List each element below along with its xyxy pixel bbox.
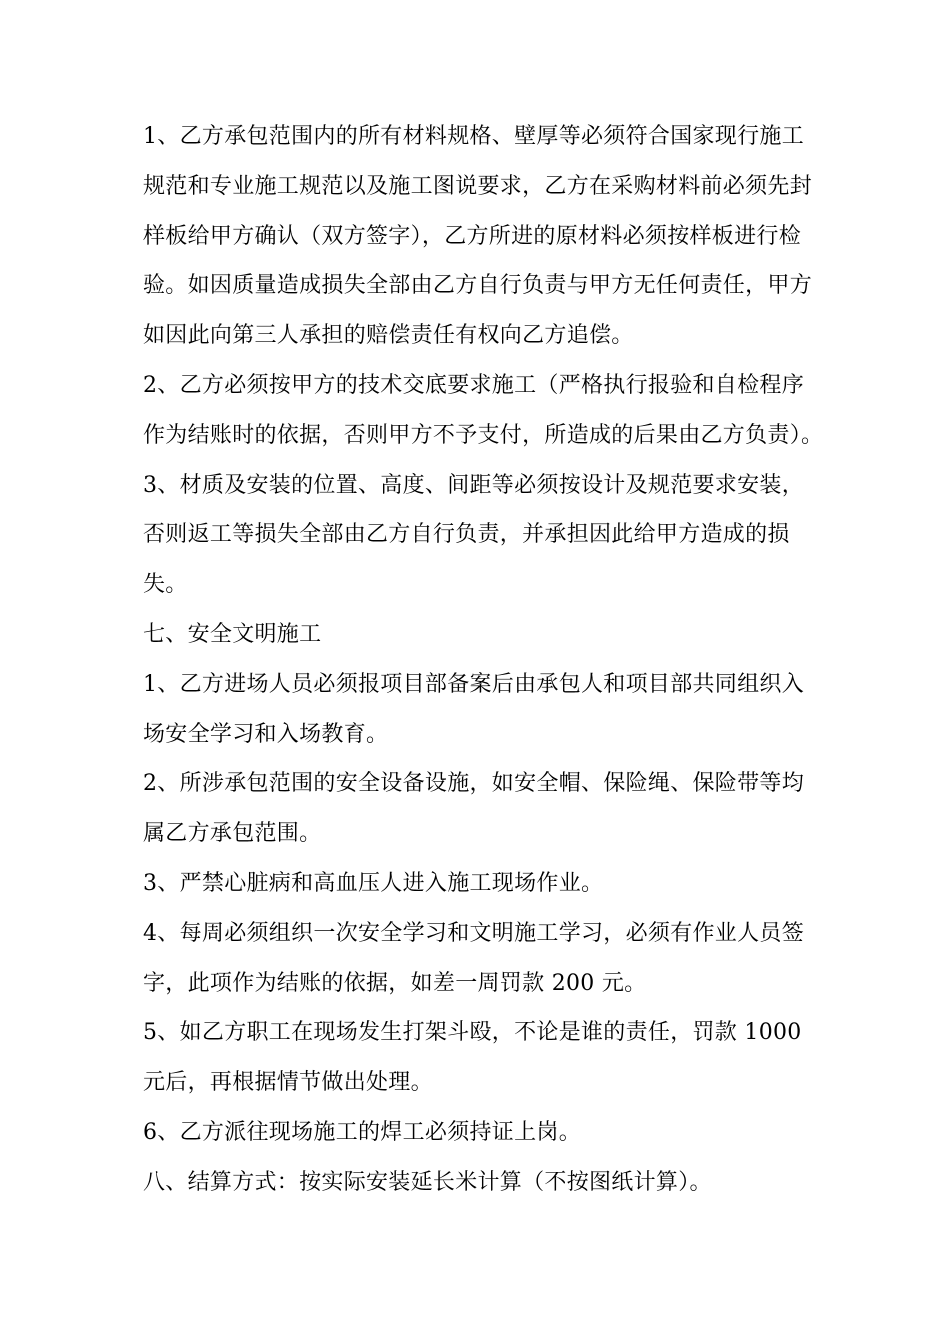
text-line-4: 验。如因质量造成损失全部由乙方自行负责与甲方无任何责任，甲方: [143, 273, 813, 299]
text-line-9: 否则返工等损失全部由乙方自行负责，并承担因此给甲方造成的损: [143, 522, 790, 548]
text-line-17: 4、每周必须组织一次安全学习和文明施工学习，必须有作业人员签: [143, 920, 804, 946]
text-line-21: 6、乙方派往现场施工的焊工必须持证上岗。: [143, 1119, 581, 1145]
section-heading-settlement: 八、结算方式：按实际安装延长米计算（不按图纸计算）。: [143, 1169, 712, 1195]
text-line-20: 元后，再根据情节做出处理。: [143, 1070, 433, 1096]
text-line-6: 2、乙方必须按甲方的技术交底要求施工（严格执行报验和自检程序: [143, 372, 804, 398]
text-line-18: 字，此项作为结账的依据，如差一周罚款 200 元。: [143, 970, 647, 996]
text-line-19: 5、如乙方职工在现场发生打架斗殴，不论是谁的责任，罚款 1000: [143, 1020, 802, 1046]
text-line-14: 2、所涉承包范围的安全设备设施，如安全帽、保险绳、保险带等均: [143, 771, 804, 797]
text-line-7: 作为结账时的依据，否则甲方不予支付，所造成的后果由乙方负责）。: [143, 422, 824, 448]
text-line-13: 场安全学习和入场教育。: [143, 721, 389, 747]
text-line-16: 3、严禁心脏病和高血压人进入施工现场作业。: [143, 870, 604, 896]
document-body: [143, 112, 824, 1208]
text-line-1: 1、乙方承包范围内的所有材料规格、壁厚等必须符合国家现行施工: [143, 124, 804, 149]
text-line-5: 如因此向第三人承担的赔偿责任有权向乙方追偿。: [143, 323, 634, 349]
text-line-12: 1、乙方进场人员必须报项目部备案后由承包人和项目部共同组织入: [143, 671, 804, 697]
text-line-15: 属乙方承包范围。: [143, 821, 322, 847]
text-line-3: 样板给甲方确认（双方签字），乙方所进的原材料必须按样板进行检: [143, 223, 802, 249]
text-line-2: 规范和专业施工规范以及施工图说要求，乙方在采购材料前必须先封: [143, 173, 813, 199]
section-heading-safety: 七、安全文明施工: [143, 621, 322, 647]
text-line-10: 失。: [143, 572, 188, 598]
text-line-8: 3、材质及安装的位置、高度、间距等必须按设计及规范要求安装，: [143, 472, 804, 498]
